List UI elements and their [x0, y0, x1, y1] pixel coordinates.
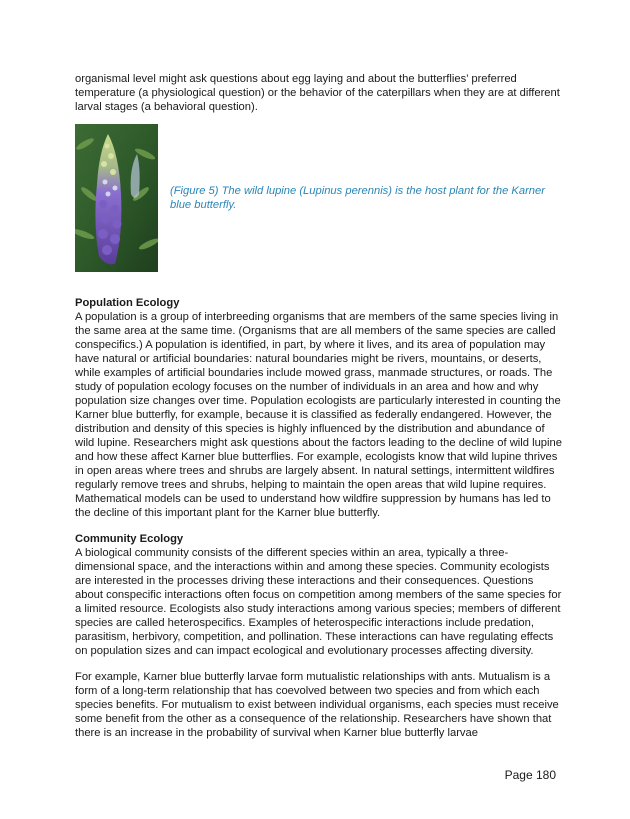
lupine-illustration — [75, 124, 158, 272]
community-ecology-body-2: For example, Karner blue butterfly larvae form mutualistic relationships with ants. Mutualism is a form of a long-term relationship that has coevolved between two species and from which each species benefits. For mutualism to exist between individual organisms, each species must receive some benefit from the other as a consequence of the relationship. Researchers have shown that there is an increase in the probability of survival when Karner blue butterfly larvae — [75, 671, 559, 739]
population-ecology-section — [75, 296, 563, 520]
community-ecology-section — [75, 532, 563, 740]
figure-caption: (Figure 5) The wild lupine (Lupinus perennis) is the host plant for the Karner blue butterfly. — [170, 185, 545, 211]
document-page — [75, 72, 563, 752]
community-ecology-heading: Community Ecology — [75, 533, 184, 545]
wild-lupine-photo — [75, 124, 158, 272]
page-number: Page 180 — [504, 768, 556, 782]
population-ecology-body: A population is a group of interbreeding organisms that are members of the same species living in the same area at the same time. (Organisms that are all members of the same species are called conspecifics.) A population is identified, in part, by where it lives, and its area of population may have natural or artificial boundaries: natural boundaries might be rivers, mountains, or deserts, while examples of artificial boundaries include mowed grass, manmade structures, or roads. The study of population ecology focuses on the number of individuals in an area and how and why population size changes over time. Population ecologists are particularly interested in counting the Karner blue butterfly, for example, because it is classified as federally endangered. However, the distribution and density of this species is highly influenced by the distribution and abundance of wild lupine. Researchers might ask questions about the factors leading to the decline of wild lupine and how these affect Karner blue butterflies. For example, ecologists know that wild lupine thrives in open areas where trees and shrubs are largely absent. In natural settings, intermittent wildfires regularly remove trees and shrubs, helping to maintain the open areas that wild lupine requires. Mathematical models can be used to understand how wildfire suppression by humans has led to the decline of this important plant for the Karner blue butterfly. — [75, 311, 562, 519]
figure-5 — [75, 124, 563, 272]
population-ecology-heading: Population Ecology — [75, 297, 180, 309]
community-ecology-body: A biological community consists of the different species within an area, typically a three-dimensional space, and the interactions within and among these species. Community ecologists are interested in the processes driving these interactions and their consequences. Questions about conspecific interactions often focus on competition among members of the same species for a limited resource. Ecologists also study interactions among various species; members of different species are called heterospecifics. Examples of heterospecific interactions include predation, parasitism, herbivory, competition, and pollination. These interactions can have regulating effects on population sizes and can impact ecological and evolutionary processes affecting diversity. — [75, 547, 562, 657]
intro-paragraph: organismal level might ask questions about egg laying and about the butterflies’ preferred temperature (a physiological question) or the behavior of the caterpillars when they are at different larval stages (a behavioral question). — [75, 73, 560, 113]
